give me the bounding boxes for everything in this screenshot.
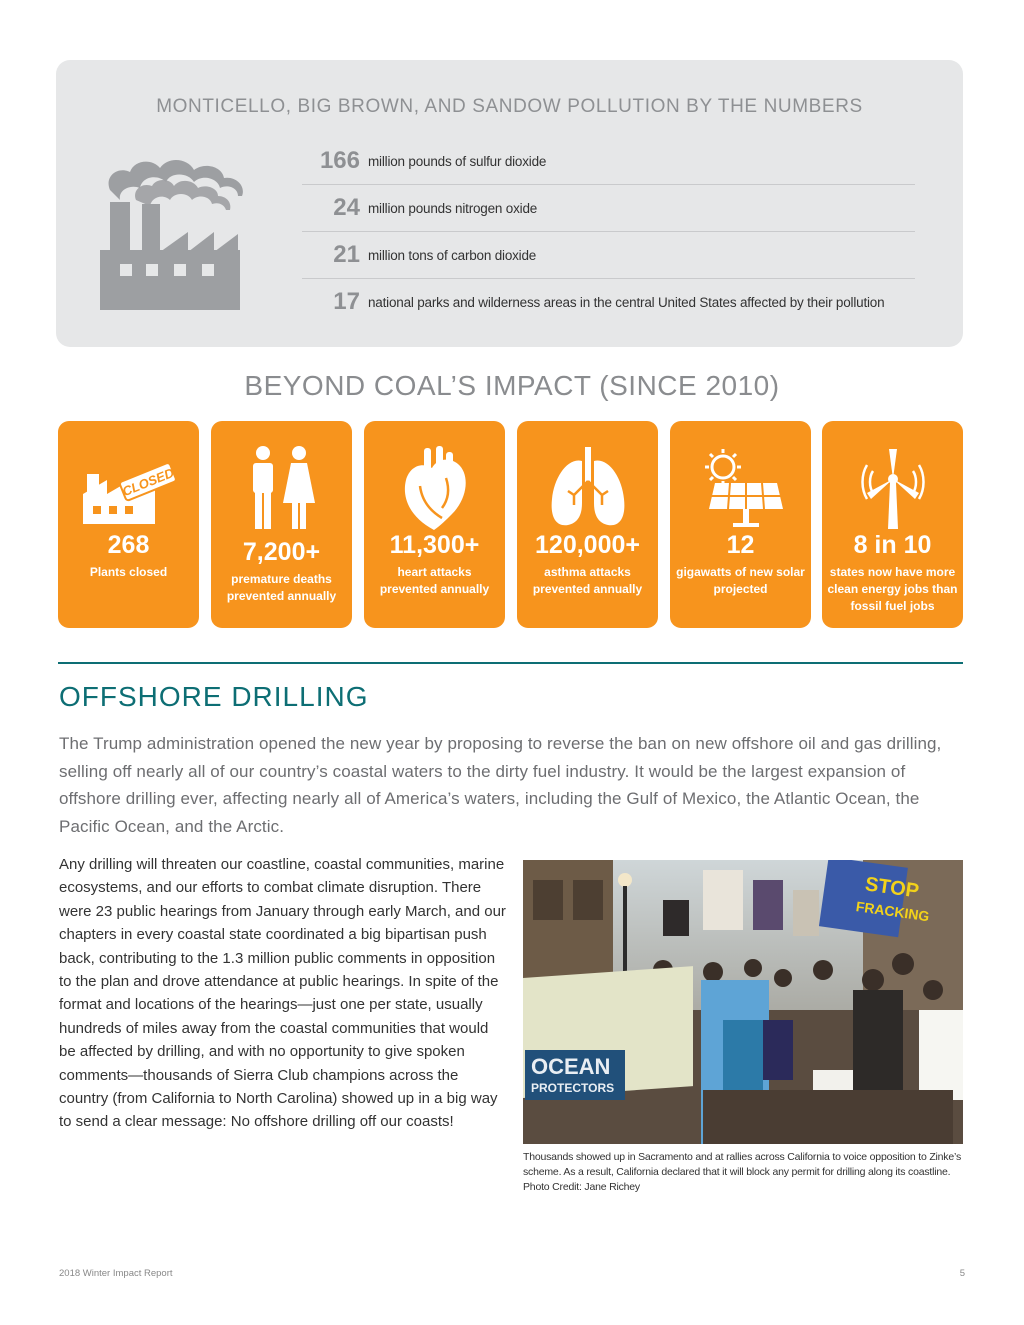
footer-report-name: 2018 Winter Impact Report [59, 1268, 173, 1279]
stat-row [302, 185, 915, 232]
stat-label: million pounds of sulfur dioxide [368, 153, 547, 169]
impact-number: 268 [107, 531, 150, 559]
impact-number: 12 [726, 531, 755, 559]
protectors-banner-text: PROTECTORS [531, 1081, 615, 1095]
photo-caption [523, 1150, 968, 1195]
stat-label: national parks and wilderness areas in the central United States affected by their pollution [368, 294, 885, 310]
stat-label: million pounds nitrogen oxide [368, 200, 538, 216]
pollution-stats [302, 138, 915, 325]
impact-description: Plants closed [89, 565, 168, 579]
wind-turbine-icon [853, 445, 933, 531]
photo-credit: Photo Credit: Jane Richey [523, 1181, 640, 1193]
stat-row [302, 138, 915, 185]
impact-tile-deaths [211, 421, 352, 628]
pollution-panel [56, 60, 963, 347]
rally-photo [523, 860, 963, 1144]
fracking-sign-text: FRACKING [854, 898, 931, 925]
offshore-intro: The Trump administration opened the new year by proposing to reverse the ban on new offshore oil and gas drilling, selling off nearly all of our country’s coastal waters to the dirty fuel industry. It would be the largest expansion of offshore drilling ever, affecting nearly all of America’s waters, including the Gulf of Mexico, the Atlantic Ocean, the Pacific Ocean, and the Arctic. [59, 734, 942, 837]
impact-number: 120,000+ [535, 531, 640, 559]
stat-number: 24 [333, 194, 360, 221]
impact-title: BEYOND COAL’S IMPACT (SINCE 2010) [244, 370, 780, 401]
pollution-panel-title: MONTICELLO, BIG BROWN, AND SANDOW POLLUTION BY THE NUMBERS [156, 96, 863, 117]
stat-number: 17 [333, 288, 360, 315]
impact-tile-asthma [517, 421, 658, 628]
impact-description: premature deaths prevented annually [226, 572, 337, 603]
stat-row [302, 232, 915, 279]
caption-text: Thousands showed up in Sacramento and at rallies across California to voice opposition to Zinke’s scheme. As a result, California declared that it will block any permit for drilling along its coastline. [523, 1151, 961, 1178]
impact-tile-solar [670, 421, 811, 628]
impact-tile-plants [58, 421, 199, 628]
closed-stamp-text: CLOSED [119, 464, 176, 500]
rally-photo-illustration [523, 860, 963, 1144]
impact-description: asthma attacks prevented annually [532, 565, 643, 596]
footer-page-number: 5 [959, 1268, 965, 1279]
people-icon [247, 445, 317, 531]
factory-icon [98, 142, 258, 312]
impact-tile-jobs [822, 421, 963, 628]
solar-panel-icon [699, 447, 783, 529]
stat-number: 21 [333, 241, 360, 268]
impact-description: states now have more clean energy jobs than fossil fuel jobs [827, 565, 958, 613]
section-divider [58, 662, 963, 664]
lungs-icon [548, 447, 628, 529]
closed-factory-icon [81, 448, 177, 528]
stop-sign-text: STOP [863, 873, 921, 903]
impact-number: 11,300+ [389, 531, 480, 559]
offshore-body: Any drilling will threaten our coastline, coastal communities, marine ecosystems, and our efforts to combat climate disruption. There were 23 public hearings from January through early March, and our chapters in every coastal state coordinated a big bipartisan push back, contributing to the 1.3 million public comments in opposition to the plan and drove attendance at public hearings. In spite of the format and locations of the hearings—just one per state, usually hundreds of miles away from the coastal communities that would be affected by drilling, and with no opportunity to give spoken comments—thousands of Sierra Club champions across the country (from California to North Carolina) showed up in a big way to send a clear message: No offshore drilling off our coasts! [59, 856, 506, 1131]
impact-description: gigawatts of new solar projected [676, 565, 805, 596]
heart-icon [398, 446, 472, 530]
ocean-banner-text: OCEAN [531, 1054, 611, 1079]
stat-row [302, 279, 915, 325]
offshore-title: OFFSHORE DRILLING [59, 681, 369, 712]
impact-tiles [58, 421, 962, 629]
impact-number: 7,200+ [242, 538, 321, 566]
stat-number: 166 [319, 147, 360, 174]
impact-tile-heart [364, 421, 505, 628]
impact-number: 8 in 10 [853, 531, 932, 559]
stat-label: million tons of carbon dioxide [368, 247, 537, 263]
impact-description: heart attacks prevented annually [379, 565, 490, 596]
